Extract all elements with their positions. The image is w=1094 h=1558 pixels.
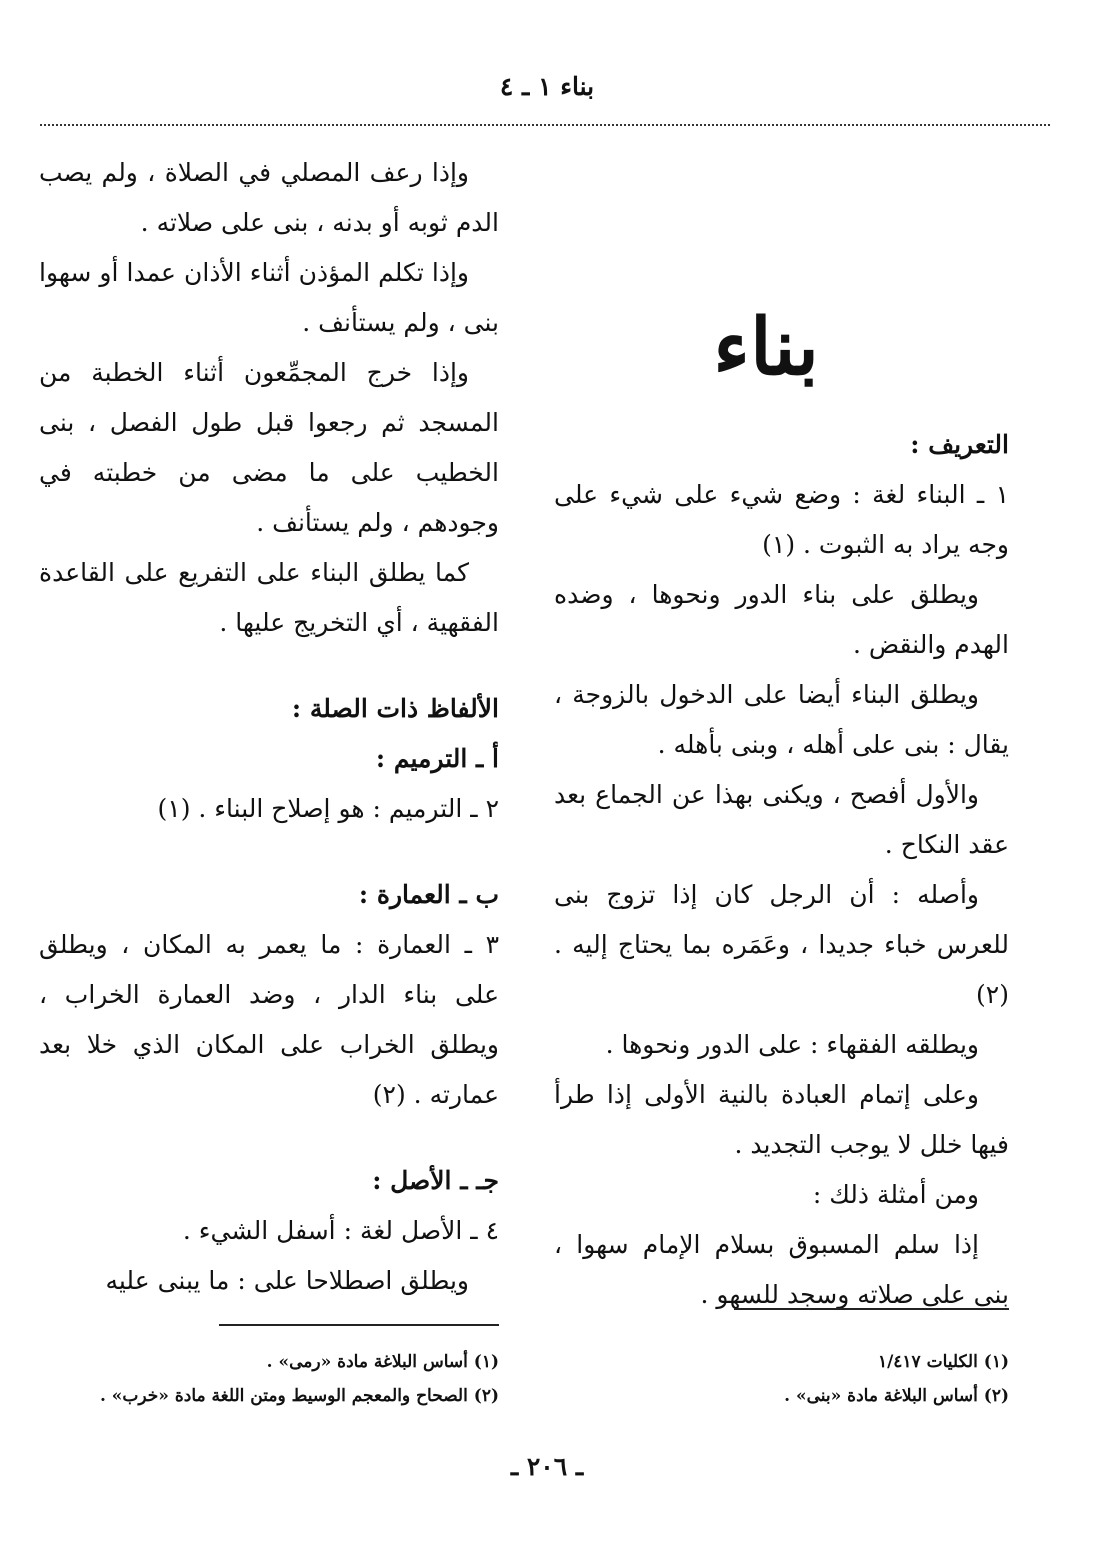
paragraph: وعلى إتمام العبادة بالنية الأولى إذا طرأ فيها خلل لا يوجب التجديد .	[554, 1080, 1009, 1159]
entry-title: بناء	[713, 302, 819, 393]
footnote: (١) الكليات ١/٤١٧	[877, 1352, 1009, 1372]
paragraph: ويطلق اصطلاحا على : ما يبنى عليه	[105, 1266, 469, 1295]
paragraph: وإذا رعف المصلي في الصلاة ، ولم يصب الدم ثوبه أو بدنه ، بنى على صلاته .	[39, 158, 499, 237]
paragraph: ومن أمثلة ذلك :	[812, 1180, 979, 1209]
paragraph: وأصله : أن الرجل كان إذا تزوج بنى للعرس خباء جديدا ، وعَمَره بما يحتاج إليه . (٢)	[554, 880, 1009, 1009]
footnotes-right	[554, 1345, 1009, 1413]
right-column	[554, 420, 1009, 1320]
footnote: (١) أساس البلاغة مادة «رمى» .	[266, 1352, 499, 1372]
related-terms-heading: الألفاظ ذات الصلة :	[291, 694, 499, 723]
subheading-b: ب ـ العمارة :	[358, 880, 499, 909]
paragraph: ويطلقه الفقهاء : على الدور ونحوها .	[605, 1030, 979, 1059]
paragraph: والأول أفصح ، ويكنى بهذا عن الجماع بعد عقد النكاح .	[554, 780, 1009, 859]
definition-heading: التعريف :	[910, 430, 1009, 459]
spacer	[39, 648, 499, 684]
paragraph: وإذا خرج المجمِّعون أثناء الخطبة من المسجد ثم رجعوا قبل طول الفصل ، بنى الخطيب على ما مضى من خطبته في وجودهم ، ولم يستأنف .	[39, 358, 499, 537]
footnote: (٢) الصحاح والمعجم الوسيط ومتن اللغة مادة «خرب» .	[99, 1386, 499, 1406]
footnotes-left	[39, 1345, 499, 1413]
footnote-rule-left	[219, 1324, 499, 1326]
spacer	[39, 1120, 499, 1156]
paragraph: ٣ ـ العمارة : ما يعمر به المكان ، ويطلق على بناء الدار ، وضد العمارة الخراب ، ويطلق الخراب على المكان الذي خلا بعد عمارته . (٢)	[39, 930, 499, 1109]
paragraph: إذا سلم المسبوق بسلام الإمام سهوا ، بنى على صلاته وسجد للسهو .	[554, 1230, 1009, 1309]
subheading-a: أ ـ الترميم :	[375, 744, 499, 773]
left-column	[39, 148, 499, 1306]
paragraph: ويطلق على بناء الدور ونحوها ، وضده الهدم والنقض .	[554, 580, 1009, 659]
paragraph: ١ ـ البناء لغة : وضع شيء على شيء على وجه يراد به الثبوت . (١)	[554, 480, 1009, 559]
running-header: بناء ١ ـ ٤	[499, 72, 595, 101]
footnote-rule-right	[734, 1308, 1009, 1310]
page-number: ـ ٢٠٦ ـ	[510, 1452, 584, 1481]
paragraph: ٤ ـ الأصل لغة : أسفل الشيء .	[182, 1216, 499, 1245]
paragraph: ويطلق البناء أيضا على الدخول بالزوجة ، يقال : بنى على أهله ، وبنى بأهله .	[554, 680, 1009, 759]
paragraph: وإذا تكلم المؤذن أثناء الأذان عمدا أو سهوا بنى ، ولم يستأنف .	[39, 258, 499, 337]
paragraph: ٢ ـ الترميم : هو إصلاح البناء . (١)	[157, 794, 499, 823]
subheading-c: جـ ـ الأصل :	[372, 1166, 499, 1195]
spacer	[39, 834, 499, 870]
paragraph: كما يطلق البناء على التفريع على القاعدة الفقهية ، أي التخريج عليها .	[39, 558, 499, 637]
header-divider	[40, 124, 1050, 126]
footnote: (٢) أساس البلاغة مادة «بنى» .	[784, 1386, 1009, 1406]
